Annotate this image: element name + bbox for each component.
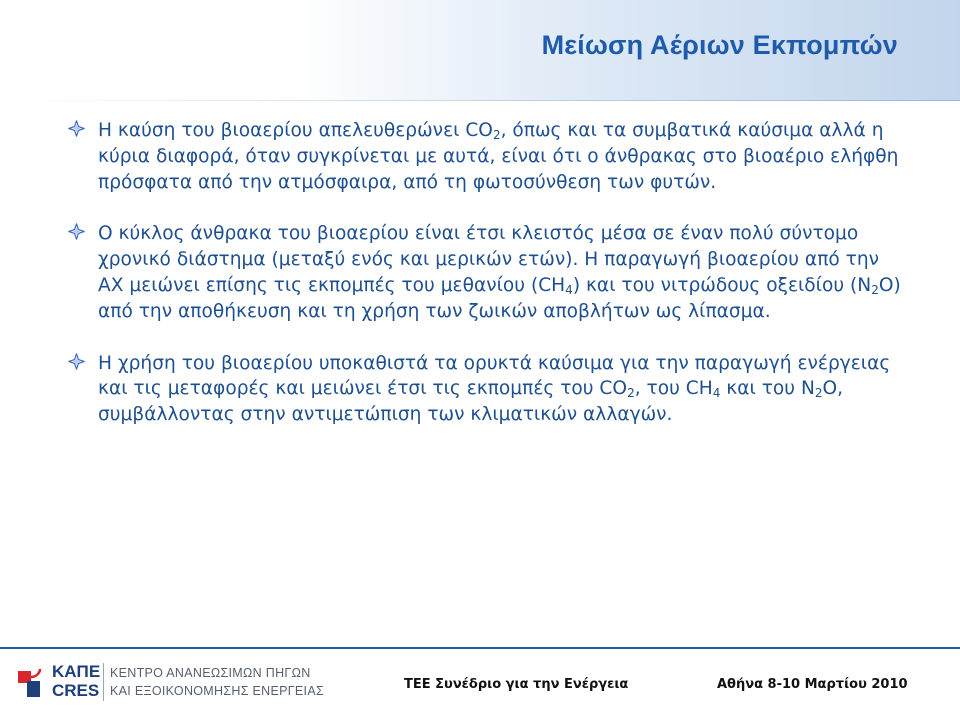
footer-event: ΤΕΕ Συνέδριο για την Ενέργεια: [404, 677, 629, 692]
sparkle-diamond-icon: [68, 223, 85, 240]
logo-line-kape: ΚΑΠΕ: [52, 662, 101, 681]
footer: [0, 647, 960, 711]
bullet-text: Η χρήση του βιοαερίου υποκαθιστά τα ορυκτά καύσιμα για την παραγωγή ενέργειας και τις μεταφορές και μειώνει έτσι τις εκπομπές του $CO_2$, του $CH_4$ και του $N_2O$, συμβάλλοντας στην αντιμετώπιση των κλιματικών αλλαγών.: [98, 352, 891, 426]
bullet-list: [68, 118, 908, 428]
sparkle-diamond-icon: [68, 353, 85, 370]
organization-name-line-1: ΚΕΝΤΡΟ ΑΝΑΝΕΩΣΙΜΩΝ ΠΗΓΩΝ: [110, 666, 311, 680]
logo-separator: [103, 663, 104, 701]
cres-logo-mark-icon: [14, 667, 44, 701]
subscript: 2: [627, 386, 635, 401]
footer-date: Αθήνα 8-10 Μαρτίου 2010: [717, 677, 908, 692]
bullet-item-3: [68, 351, 908, 428]
header-divider: [0, 100, 960, 101]
subscript: 2: [492, 128, 501, 142]
bullet-item-2: [68, 221, 908, 324]
subscript: 4: [565, 282, 573, 297]
logo-line-cres: CRES: [52, 681, 100, 700]
subscript: 2: [871, 282, 879, 297]
bullet-text: Η καύση του βιοαερίου απελευθερώνει $CO_2$, όπως και τα συμβατικά καύσιμα αλλά η κύρια διαφορά, όταν συγκρίνεται με αυτά, είναι ότι ο άνθρακας στο βιοαέριο ελήφθη πρόσφατα από την ατμόσφαιρα, από τη φωτοσύνθεση των φυτών.: [98, 120, 899, 193]
sparkle-diamond-icon: [68, 120, 85, 137]
organization-name-line-2: ΚΑΙ ΕΞΟΙΚΟΝΟΜΗΣΗΣ ΕΝΕΡΓΕΙΑΣ: [110, 684, 324, 698]
footer-divider: [0, 647, 960, 649]
subscript: 2: [814, 386, 823, 401]
logo-text: [52, 662, 100, 700]
bullet-text: Ο κύκλος άνθρακα του βιοαερίου είναι έτσι κλειστός μέσα σε έναν πολύ σύντομο χρονικό διάστημα (μεταξύ ενός και μερικών ετών). Η παραγωγή βιοαερίου από την ΑΧ μειώνει επίσης τις εκπομπές του μεθανίου $(CH_4)$ και του νιτρώδους οξειδίου $(N_2O)$ από την αποθήκευση και τη χρήση των ζωικών αποβλήτων ως λίπασμα.: [98, 223, 901, 322]
slide-title: Μείωση Αέριων Εκπομπών: [541, 30, 898, 60]
bullet-item-1: [68, 118, 908, 195]
organization-name: [110, 664, 324, 700]
subscript: 4: [712, 386, 721, 401]
